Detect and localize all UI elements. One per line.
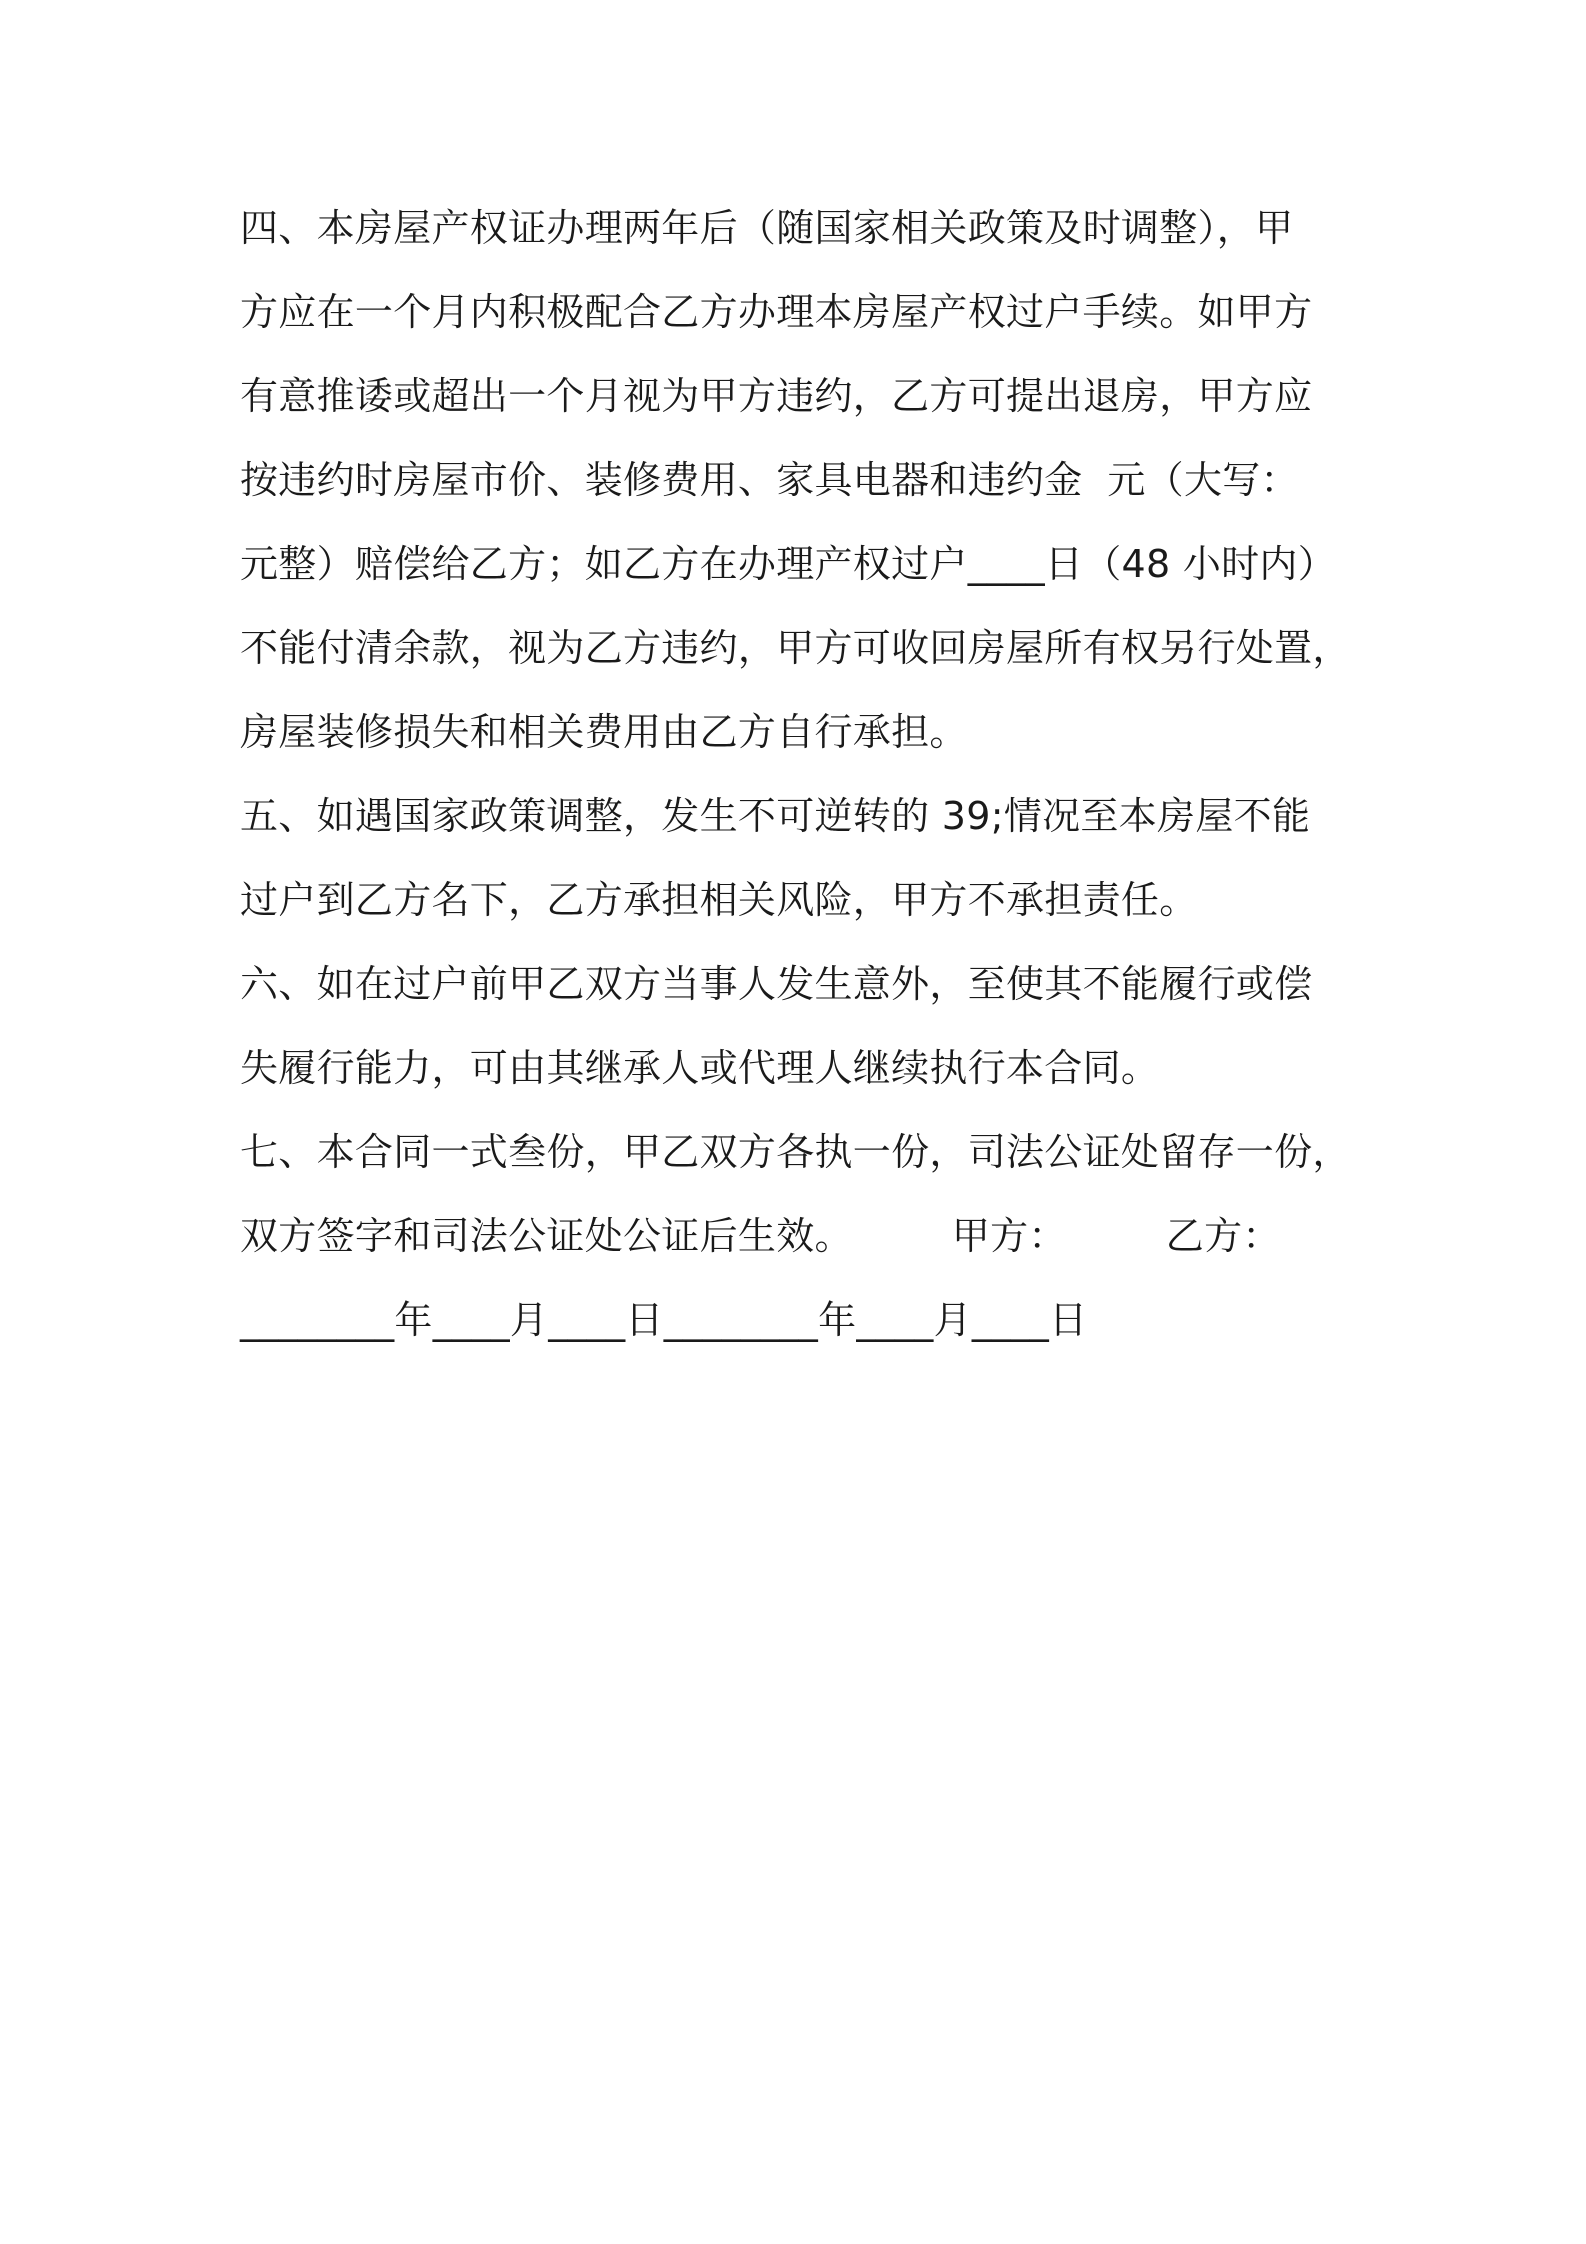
- clause-4-line-3: 有意推诿或超出一个月视为甲方违约，乙方可提出退房，甲方应: [240, 374, 1313, 418]
- clause-6-line-2: 失履行能力，可由其继承人或代理人继续执行本合同。: [240, 1046, 1160, 1090]
- clause-5-line-2: 过户到乙方名下，乙方承担相关风险，甲方不承担责任。: [240, 878, 1198, 922]
- clause-4-line-2: 方应在一个月内积极配合乙方办理本房屋产权过户手续。如甲方: [240, 290, 1313, 334]
- clause-4-line-4: 按违约时房屋市价、装修费用、家具电器和违约金 元（大写：: [240, 458, 1299, 502]
- signature-line: 双方签字和司法公证处公证后生效。 甲方： 乙方：: [240, 1214, 1281, 1258]
- contract-body: [240, 196, 1360, 1372]
- clause-4-line-1: 四、本房屋产权证办理两年后（随国家相关政策及时调整），甲: [240, 206, 1294, 250]
- clause-5-line-1: 五、如遇国家政策调整，发生不可逆转的 39;情况至本房屋不能: [240, 794, 1311, 838]
- clause-4-line-7: 房屋装修损失和相关费用由乙方自行承担。: [240, 710, 968, 754]
- clause-4-line-6: 不能付清余款，视为乙方违约，甲方可收回房屋所有权另行处置，: [240, 626, 1351, 670]
- date-line: ________年____月____日________年____月____日: [240, 1298, 1088, 1342]
- clause-6-line-1: 六、如在过户前甲乙双方当事人发生意外，至使其不能履行或偿: [240, 962, 1313, 1006]
- clause-4-line-5: 元整）赔偿给乙方；如乙方在办理产权过户____日（48 小时内）: [240, 542, 1337, 586]
- clause-7-line-1: 七、本合同一式叁份，甲乙双方各执一份，司法公证处留存一份，: [240, 1130, 1351, 1174]
